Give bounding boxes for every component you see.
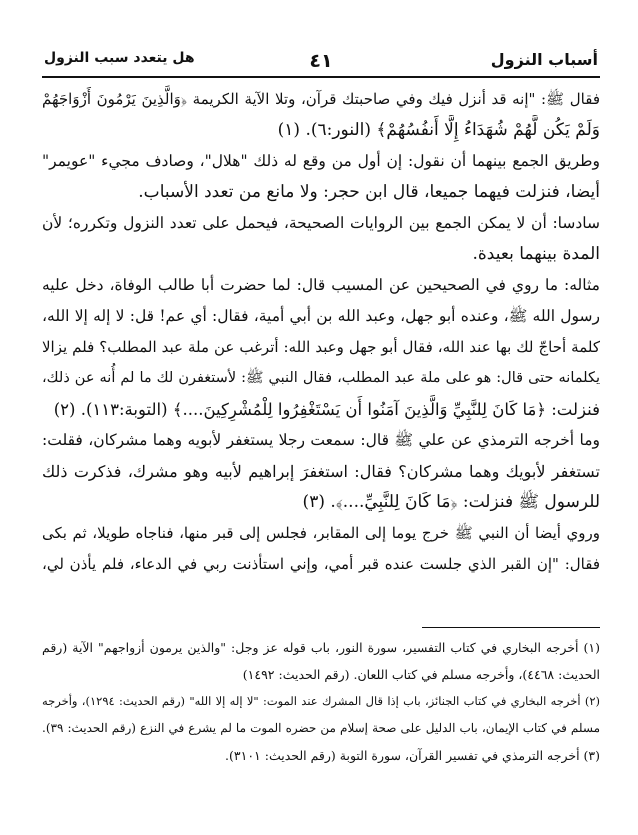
footnote-line: الحديث: ٤٤٦٨)، وأخرجه مسلم في كتاب اللعان. (رقم الحديث: ١٤٩٢) [242, 667, 600, 682]
text-line: كلمة أحاجّ لك بها عند الله، فقال أبو جهل وعبد الله: أترغب عن ملة عبد المطلب؟ فلم يزالا [42, 338, 600, 356]
text-line: رسول الله ﷺ، وعنده أبو جهل، وعبد الله بن أبي أمية، فقال: أي عم! قل: لا إله إلا الله، [42, 307, 600, 325]
text-line: وَلَمْ يَكُن لَّهُمْ شُهَدَاءُ إِلَّا أَنفُسُهُمْ﴾ (النور:٦). (١) [277, 120, 600, 140]
text-line: وطريق الجمع بينهما أن نقول: إن أول من وقع له ذلك "هلال"، وصادف مجيء "عويمر" [42, 152, 600, 170]
page-number: ٤١ [309, 50, 333, 72]
text-line: يكلمانه حتى قال: هو على ملة عبد المطلب، فقال النبي ﷺ: لأستغفرن لك ما لم أُنه عن ذلك، [42, 370, 600, 386]
text-line: مثاله: ما روي في الصحيحين عن المسيب قال: لما حضرت أبا طالب الوفاة، دخل عليه [42, 276, 600, 294]
running-title-left: هل يتعدد سبب النزول [44, 50, 195, 66]
footnote-line: (٣) أخرجه الترمذي في تفسير القرآن، سورة التوبة (رقم الحديث: ٣١٠١). [225, 748, 600, 763]
footnote-line: (٢) أخرجه البخاري في كتاب الجنائز، باب إذا قال المشرك عند الموت: "لا إله إلا الله" (رقم الحديث: ١٢٩٤)، وأخرجه [42, 694, 600, 708]
text-line: وما أخرجه الترمذي عن علي ﷺ قال: سمعت رجلا يستغفر لأبويه وهما مشركان، فقلت: [42, 431, 600, 449]
text-line: تستغفر لأبويك وهما مشركان؟ فقال: استغفرَ إبراهيم لأبيه وهو مشرك، فذكرت ذلك [42, 462, 600, 481]
text-line: وروي أيضا أن النبي ﷺ خرج يوما إلى المقابر، فجلس إلى قبر منها، فناجاه طويلا، ثم بكى [42, 524, 600, 542]
text-line: فقال: "إن القبر الذي جلست عنده قبر أمي، وإني استأذنت ربي في الدعاء، فلم يأذن لي، [42, 555, 600, 573]
text-line: سادسا: أن لا يمكن الجمع بين الروايات الصحيحة، فيحمل على تعدد النزول وتكرره؛ لأن [42, 214, 600, 232]
footnote-line: (١) أخرجه البخاري في كتاب التفسير، سورة النور، باب قوله عز وجل: "والذين يرمون أزواجهم" الآية (رقم [42, 640, 600, 655]
footnote-line: مسلم في كتاب الإيمان، باب الدليل على صحة إسلام من حضره الموت ما لم يشرع في النزع (رقم الحديث: ٣٩). [42, 721, 600, 735]
page-header [42, 46, 600, 78]
text-line: فنزلت: ﴿مَا كَانَ لِلنَّبِيِّ وَالَّذِينَ آمَنُوا أَن يَسْتَغْفِرُوا لِلْمُشْرِكِينَ....﴾ (التوبة:١١٣). (٢) [53, 400, 600, 419]
text-line: فقال ﷺ: "إنه قد أنزل فيك وفي صاحبتك قرآن، وتلا الآية الكريمة ﴿وَالَّذِينَ يَرْمُونَ أَزْوَاجَهُمْ [42, 90, 600, 108]
text-line: أيضا، فنزلت فيهما جميعا، قال ابن حجر: ولا مانع من تعدد الأسباب. [138, 182, 600, 202]
running-title-right: أسباب النزول [490, 50, 598, 69]
text-line: المدة بينهما بعيدة. [472, 244, 600, 264]
text-line: للرسول ﷺ فنزلت: ﴿مَا كَانَ لِلنَّبِيِّ....﴾. (٣) [302, 492, 600, 512]
footnote-separator [422, 627, 600, 628]
footnotes [42, 634, 600, 769]
main-text [42, 84, 600, 580]
